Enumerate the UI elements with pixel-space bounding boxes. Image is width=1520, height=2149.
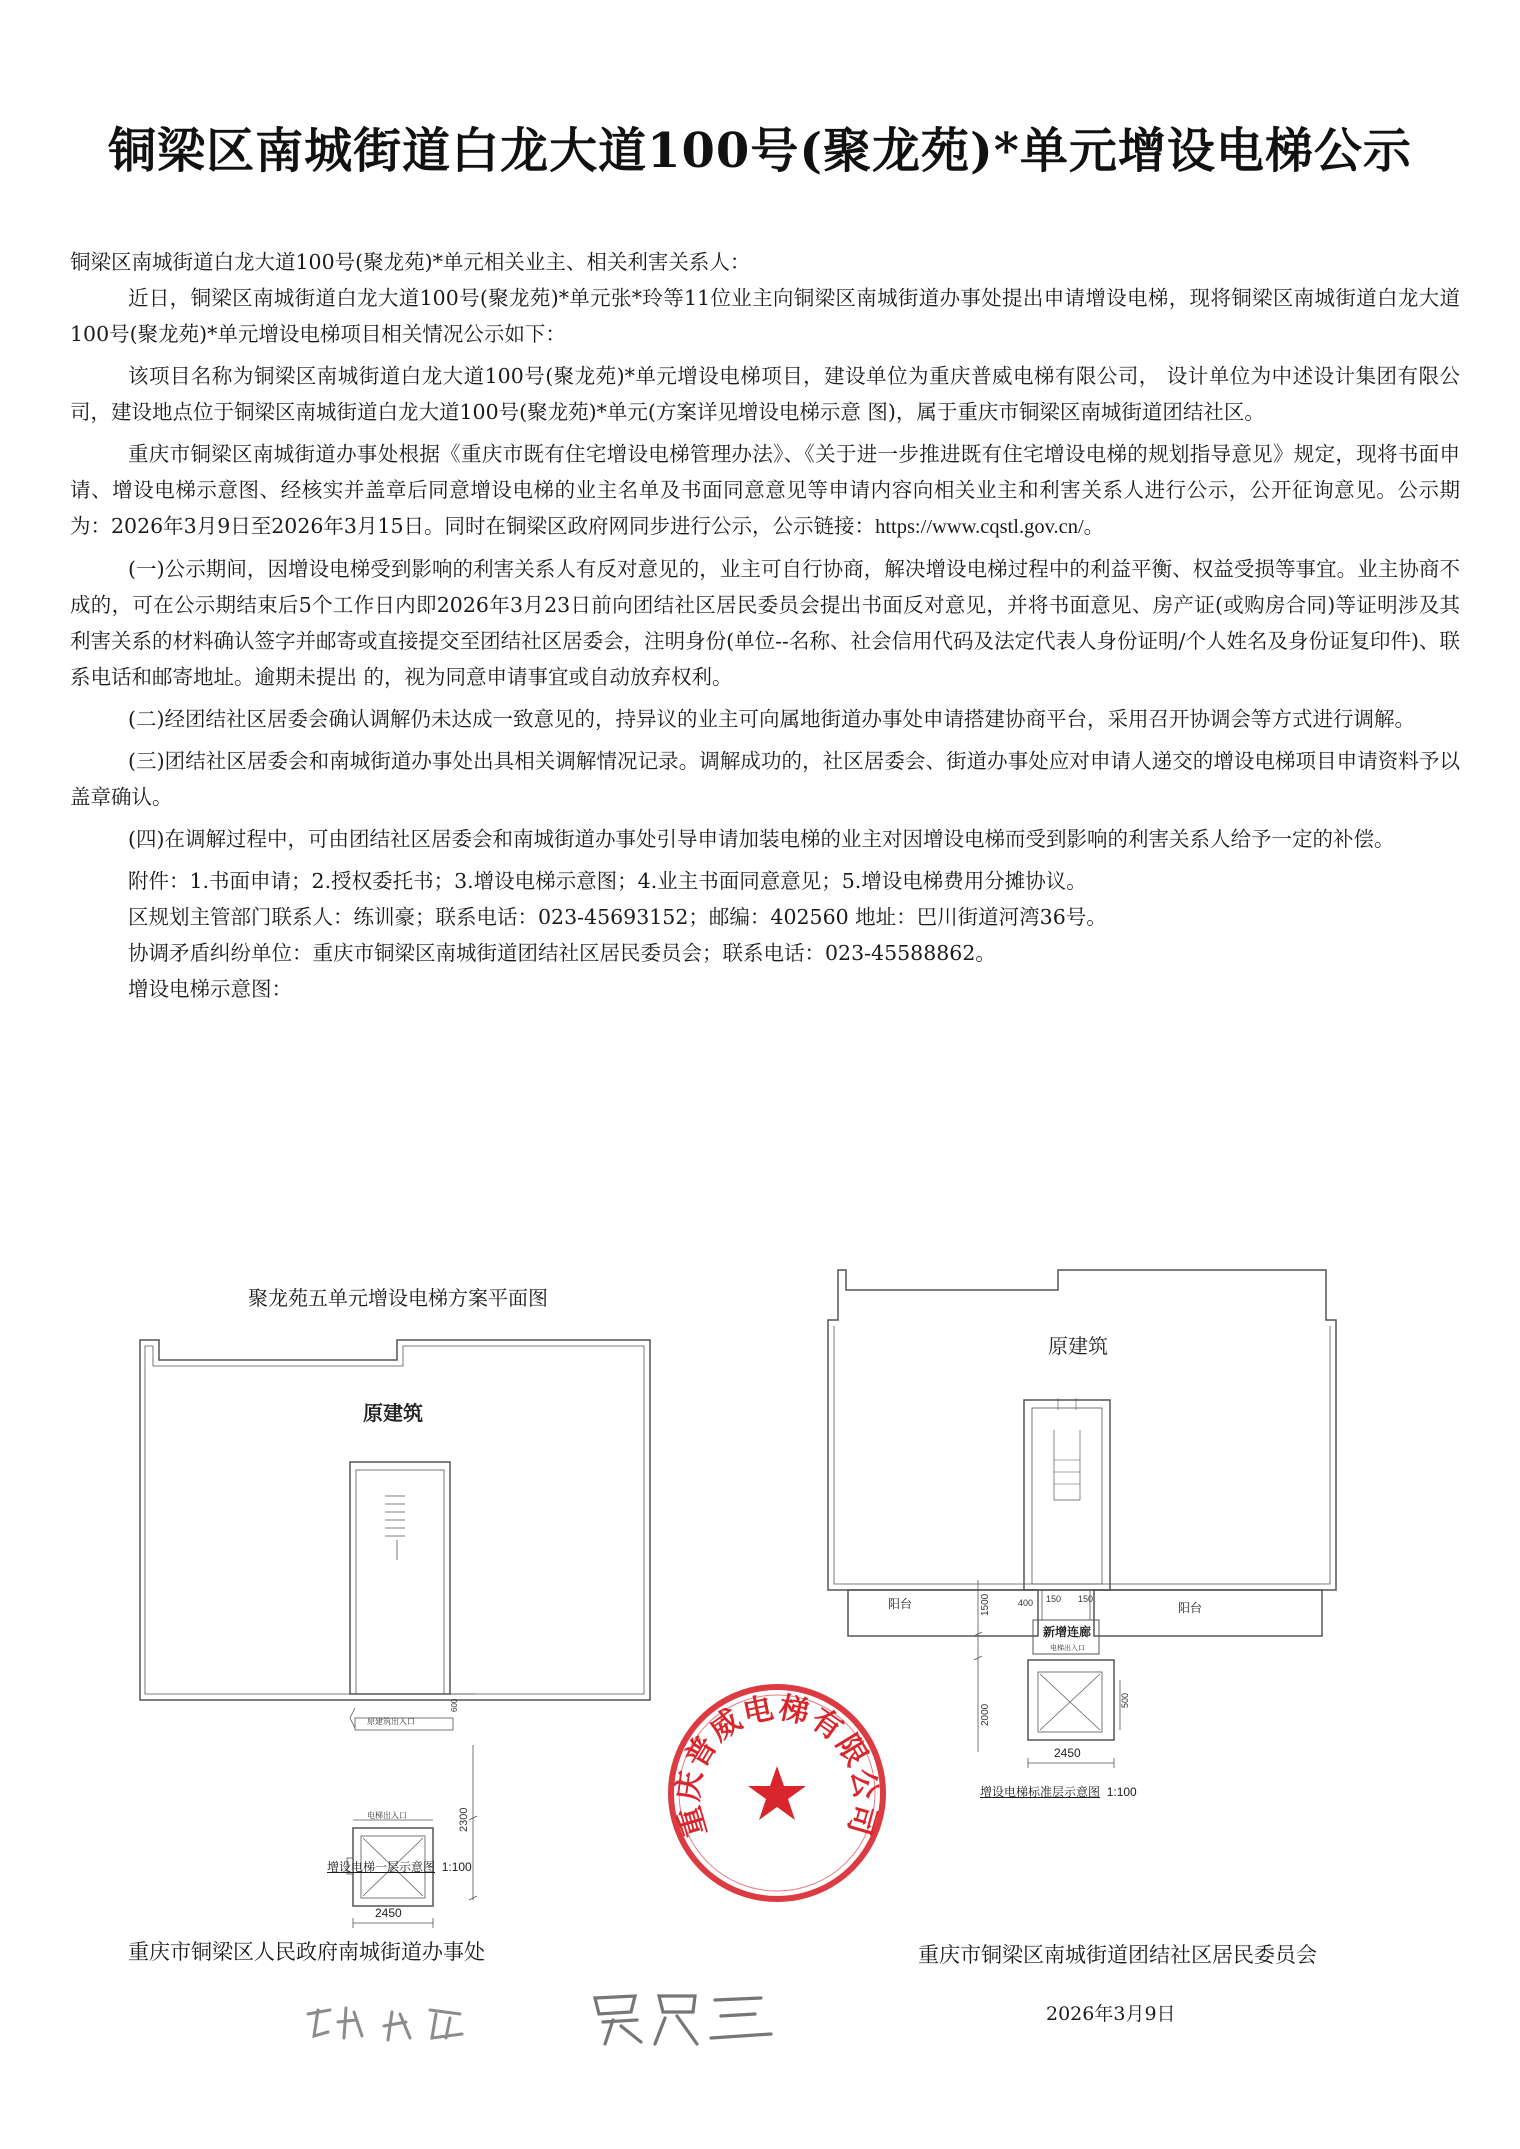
plan-right-dim-150-left: 150 <box>1046 1594 1062 1604</box>
plan-right-elevator-entry: 电梯出入口 <box>1050 1645 1085 1652</box>
plan-right-dim-1500: 1500 <box>980 1593 991 1616</box>
footer-date: 2026年3月9日 <box>1046 2003 1176 2025</box>
plan-right-corridor-label: 新增连廊 <box>1043 1625 1092 1639</box>
plan-left-exit-label: 原建筑出入口 <box>367 1717 415 1726</box>
notice-body <box>70 244 1460 1007</box>
plan-left-caption-text: 增设电梯一层示意图 <box>327 1860 436 1874</box>
paragraph-3 <box>70 436 1460 545</box>
plan-left-title: 聚龙苑五单元增设电梯方案平面图 <box>248 1286 548 1310</box>
plan-right-dim-400: 400 <box>1018 1598 1034 1608</box>
plan-right-caption-text: 增设电梯标准层示意图 <box>980 1785 1101 1799</box>
plan-left-caption <box>327 1858 472 1875</box>
contact-planning: 区规划主管部门联系人：练训豪；联系电话：023-45693152；邮编：402560 地址：巴川街道河湾36号。 <box>128 905 1107 929</box>
diagram-heading: 增设电梯示意图： <box>128 977 292 1001</box>
plan-left-dim-small: 600 <box>450 1698 459 1712</box>
plan-left-dim-height: 2300 <box>458 1807 470 1832</box>
document-title: 铜梁区南城街道白龙大道100号(聚龙苑)*单元增设电梯公示 <box>108 123 1412 179</box>
svg-text:重庆普威电梯有限公司 <box>671 1691 883 1841</box>
signature-left <box>300 1992 480 2052</box>
plan-left-elevator-entry: 电梯出入口 <box>367 1811 407 1820</box>
contact-mediation: 协调矛盾纠纷单位：重庆市铜梁区南城街道团结社区居民委员会；联系电话：023-45588862。 <box>128 941 996 965</box>
seal-text: 重庆普威电梯有限公司 <box>670 1690 884 1841</box>
salutation: 铜梁区南城街道白龙大道100号(聚龙苑)*单元相关业主、相关利害关系人： <box>70 250 751 274</box>
attachments: 附件：1.书面申请；2.授权委托书；3.增设电梯示意图；4.业主书面同意意见；5.增设电梯费用分摊协议。 <box>128 869 1087 893</box>
paragraph-3-text: 重庆市铜梁区南城街道办事处根据《重庆市既有住宅增设电梯管理办法》、《关于进一步推进既有住宅增设电梯的规划指导意见》规定，现将书面申请、增设电梯示意图、经核实并盖章后同意增设电梯的业主名单及书面同意意见等申请内容向相关业主和利害关系人进行公示，公开征询意见。公示期为：2026年3月9日至2026年3月15日。同时在铜梁区政府网同步进行公示，公示链接： <box>70 442 1460 538</box>
plan-right-drawing <box>828 1260 1348 1820</box>
item-4: (四)在调解过程中，可由团结社区居委会和南城街道办事处引导申请加装电梯的业主对因增设电梯而受到影响的利害关系人给予一定的补偿。 <box>128 827 1395 851</box>
notice-link[interactable]: https://www.cqstl.gov.cn/ <box>875 516 1084 538</box>
plan-right-dim-2000: 2000 <box>980 1703 991 1726</box>
plan-right-scale: 1:100 <box>1106 1785 1137 1799</box>
item-3: (三)团结社区居委会和南城街道办事处出具相关调解情况记录。调解成功的，社区居委会、街道办事处应对申请人递交的增设电梯项目申请资料予以盖章确认。 <box>70 749 1460 809</box>
paragraph-1: 近日，铜梁区南城街道白龙大道100号(聚龙苑)*单元张*玲等11位业主向铜梁区南城街道办事处提出申请增设电梯，现将铜梁区南城街道白龙大道100号(聚龙苑)*单元增设电梯项目相关情况公示如下： <box>70 286 1460 346</box>
item-2: (二)经团结社区居委会确认调解仍未达成一致意见的，持异议的业主可向属地街道办事处申请搭建协商平台，采用召开协调会等方式进行调解。 <box>128 707 1415 731</box>
plan-right-dim-width: 2450 <box>1054 1746 1081 1760</box>
plan-right-dim-500: 500 <box>1120 1692 1130 1708</box>
footer-left-org: 重庆市铜梁区人民政府南城街道办事处 <box>128 1940 485 1964</box>
plan-left-drawing <box>135 1320 655 1920</box>
company-seal <box>662 1678 892 1908</box>
plan-left-building-label: 原建筑 <box>363 1403 423 1425</box>
plan-right-dim-150-right: 150 <box>1078 1594 1094 1604</box>
paragraph-3-end: 。 <box>1083 514 1105 538</box>
plan-right-caption <box>980 1783 1137 1800</box>
plan-right-balcony-left: 阳台 <box>888 1597 913 1611</box>
plan-right-building-label: 原建筑 <box>1048 1336 1108 1358</box>
plan-left-dim-width: 2450 <box>375 1906 402 1920</box>
item-1: (一)公示期间，因增设电梯受到影响的利害关系人有反对意见的，业主可自行协商，解决增设电梯过程中的利益平衡、权益受损等事宜。业主协商不成的，可在公示期结束后5个工作日内即2026年3月23日前向团结社区居民委员会提出书面反对意见，并将书面意见、房产证(或购房合同)等证明涉及其利害关系的材料确认签字并邮寄或直接提交至团结社区居委会，注明身份(单位--名称、社会信用代码及法定代表人身份证明/个人姓名及身份证复印件)、联系电话和邮寄地址。逾期未提出 的，视为同意申请事宜或自动放弃权利。 <box>70 557 1460 689</box>
paragraph-2: 该项目名称为铜梁区南城街道白龙大道100号(聚龙苑)*单元增设电梯项目，建设单位为重庆普威电梯有限公司， 设计单位为中述设计集团有限公司，建设地点位于铜梁区南城街道白龙大道100号(聚龙苑)*单元(方案详见增设电梯示意 图)，属于重庆市铜梁区南城街道团结社区。 <box>70 364 1460 424</box>
plan-left-scale: 1:100 <box>441 1860 472 1874</box>
signature-right <box>585 1982 785 2052</box>
plan-right-balcony-right: 阳台 <box>1178 1601 1203 1615</box>
footer-right-org: 重庆市铜梁区南城街道团结社区居民委员会 <box>918 1943 1317 1967</box>
